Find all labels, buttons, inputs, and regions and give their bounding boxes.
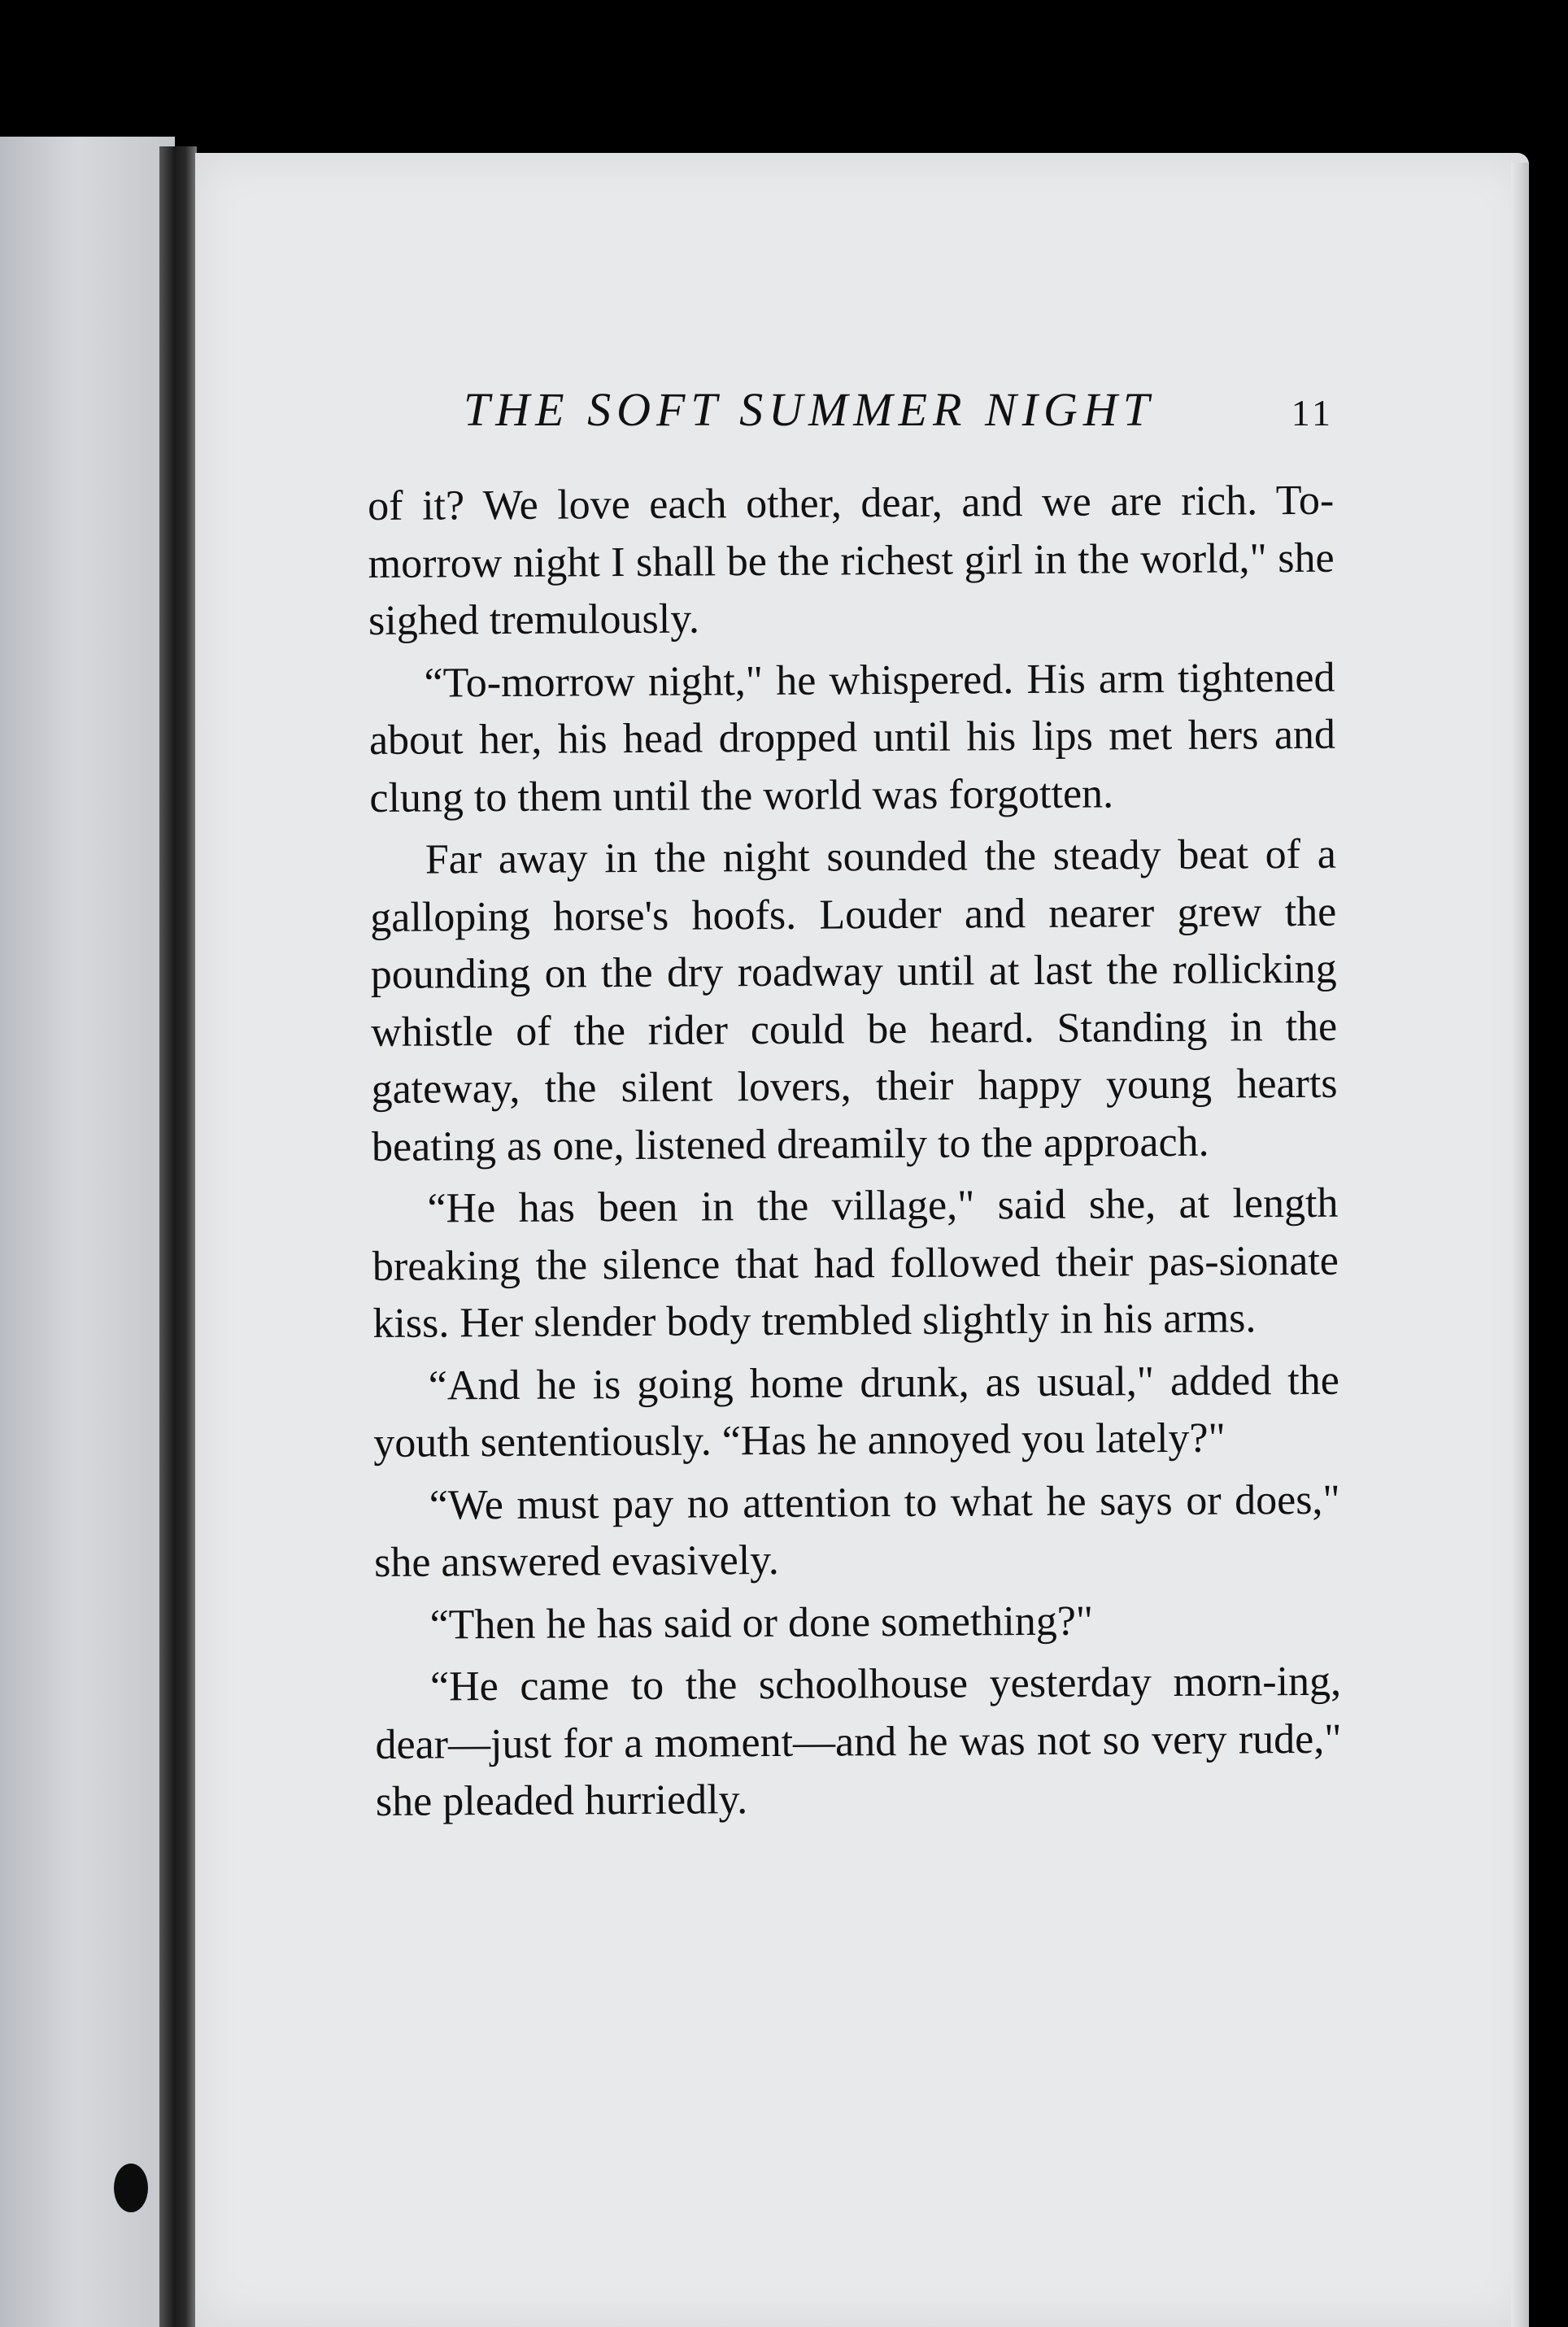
binding-mark — [114, 2164, 148, 2212]
book-gutter — [159, 146, 197, 2327]
paragraph: of it? We love each other, dear, and we are rich. To-morrow night I shall be the richest girl in the world," she sighed tremulously. — [368, 477, 1335, 644]
previous-page-edge — [0, 137, 175, 2327]
paragraph: “He has been in the village," said she, at length breaking the silence that had followed their pas-sionate kiss. Her slender body trembled slightly in his arms. — [372, 1179, 1339, 1347]
page-right-edge — [1511, 163, 1529, 2327]
paragraph: Far away in the night sounded the steady beat of a galloping horse's hoofs. Louder and nearer grew the pounding on the dry roadway until at last the rollicking whistle of the rider could be heard. Standing in the gateway, the silent lovers, their happy young hearts beating as one, listened dreamily to the approach. — [370, 830, 1338, 1170]
paragraph: “And he is going home drunk, as usual," added the youth sententiously. “Has he annoyed you lately?" — [373, 1357, 1339, 1466]
running-head — [464, 382, 1334, 437]
paragraph: “He came to the schoolhouse yesterday morn-ing, dear—just for a moment—and he was not so very rude," she pleaded hurriedly. — [375, 1658, 1342, 1825]
page-number: 11 — [1291, 392, 1334, 434]
body-text — [368, 473, 1342, 1837]
paragraph: “To-morrow night," he whispered. His arm tightened about her, his head dropped until his lips met hers and clung to them until the world was forgotten. — [368, 654, 1336, 821]
paragraph: “Then he has said or done something?" — [429, 1597, 1094, 1649]
paragraph: “We must pay no attention to what he says or does," she answered evasively. — [373, 1476, 1340, 1586]
running-head-title: THE SOFT SUMMER NIGHT — [464, 383, 1155, 436]
